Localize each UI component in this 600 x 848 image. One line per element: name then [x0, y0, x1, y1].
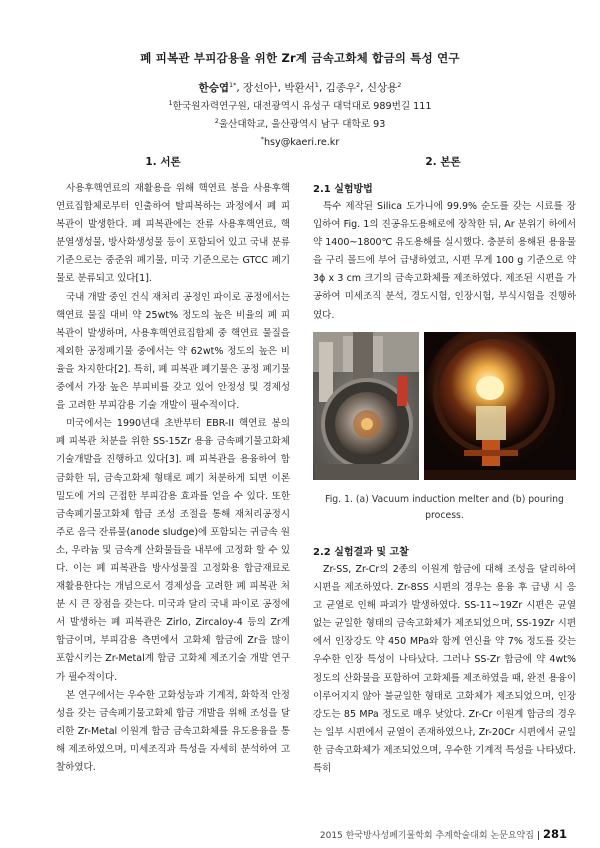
- author-separator: ,: [277, 82, 285, 94]
- section-heading-introduction: 1. 서론: [145, 156, 181, 168]
- author-first-sup: 1*: [228, 81, 237, 89]
- email-sup: *: [260, 135, 264, 143]
- footer-separator: |: [536, 831, 541, 841]
- subsection-heading-results: 2.2 실험결과 및 고찰: [313, 547, 409, 558]
- paragraph: 특수 제작된 Silica 도가니에 99.9% 순도를 갖는 시료를 장입하여 Fig. 1의 진공유도용해로에 장착한 뒤, Ar 분위기 하에서 약 1400~1800℃ 유도용해를 실시했다. 충분히 용해된 용융물을 구리 몰드에 부어 급냉하였고, 시편 무게 100 g 기준으로 약 3ϕ x 3 cm 크기의 금속고화체를 제조하였다. 제조된 시편을 가공하여 미세조직 분석, 경도시험, 인장시험, 부식시험을 진행하였다.: [313, 201, 576, 321]
- left-column-body: [56, 180, 290, 777]
- figure-photo-vacuum-induction-melter: [313, 332, 419, 480]
- figure-1: [313, 332, 576, 480]
- author-line: [0, 80, 600, 95]
- author-separator: ,: [236, 82, 244, 94]
- affiliation-text: 울산대학교, 울산광역시 남구 대학로 93: [218, 119, 386, 130]
- author-name: 박환서: [284, 82, 315, 94]
- results-body: [313, 561, 576, 778]
- paper-title: 폐 피복관 부피감용을 위한 Zr계 금속고화체 합금의 특성 연구: [140, 51, 460, 65]
- author-separator: ,: [360, 82, 367, 94]
- figure-photo-pouring-process: [424, 332, 576, 480]
- author-name: 신상용: [366, 82, 398, 94]
- author-separator: ,: [318, 82, 326, 94]
- author-sup: 1: [273, 81, 278, 89]
- page-footer: [0, 827, 567, 841]
- affiliation-2: [0, 116, 600, 134]
- author-sup: 2: [356, 81, 361, 89]
- email-text: hsy@kaeri.re.kr: [263, 137, 340, 148]
- paragraph: Zr-SS, Zr-Cr의 2종의 이원계 합금에 대해 조성을 달리하여 시편을 제조하였다. Zr-8SS 시편의 경우는 용융 후 급냉 시 응고 균열로 인해 파괴가 발생하였다. SS-11~19Zr 시편은 균열없는 균일한 형태의 금속고화체가 제조되었으며, SS-19Zr 시편에서 인장강도 약 450 MPa와 함께 연신율 약 7% 정도를 갖는 우수한 인장 특성이 나타났다. 그러나 SS-Zr 합금에 약 4wt% 정도의 산화물을 포함하여 고화체를 제조하였을 때, 완전 용융이 이루어지지 않아 불균일한 형태로 고화체가 제조되었으며, 인장강도는 85 MPa 정도로 매우 낮았다. Zr-Cr 이원계 합금의 경우는 일부 시편에서 균열이 존재하였으나, Zr-20Cr 시편에서 균일한 금속고화체가 제조되었으며, 우수한 기계적 특성을 나타냈다. 특히: [313, 564, 576, 775]
- subsection-heading-methods: 2.1 실험방법: [313, 184, 373, 195]
- affiliation-sup: 2: [214, 117, 219, 125]
- footer-proceedings: 2015 한국방사성폐기물학회 추계학술대회 논문요약집: [319, 831, 534, 841]
- page-number: 281: [542, 827, 567, 841]
- figure-1-caption: Fig. 1. (a) Vacuum induction melter and (b) pouring process.: [325, 494, 564, 521]
- author-sup: 1: [314, 81, 319, 89]
- paragraph: 본 연구에서는 우수한 고화성능과 기계적, 화학적 안정성을 갖는 금속폐기물고화체 합금 개발을 위해 조성을 달리한 Zr-Metal 이원계 합금 금속고화체를 유도용융을 통해 제조하였으며, 미세조직과 특성을 자세히 분석하여 고찰하였다.: [56, 689, 290, 773]
- paragraph: 국내 개발 중인 건식 재처리 공정인 파이로 공정에서는 핵연료 물질 대비 약 25wt% 정도의 높은 비율의 폐 피복관이 발생하며, 사용후핵연료집합체 중 핵연료 물질을 제외한 공정폐기물 중에서는 약 62wt% 정도의 높은 비율을 차지한다[2]. 특히, 폐 피복관 폐기물은 공정 폐기물 중에서 가장 높은 부피비를 갖고 있어 안정성 및 경제성을 고려한 부피감용 기술 개발이 필수적이다.: [56, 291, 290, 412]
- section-heading-body: 2. 본론: [425, 156, 461, 168]
- author-name: 장선아: [243, 82, 274, 94]
- paragraph: 사용후핵연료의 재활용을 위해 핵연료 봉을 사용후핵연료집합체로부터 인출하여 탈피복하는 과정에서 폐 피복관이 발생한다. 폐 피복관에는 잔류 사용후핵연료, 핵분열생성물, 방사화생성물 등이 포함되어 있고 국내 분류기준으로는 중준위 폐기물, 미국 기준으로는 GTCC 폐기물로 분류되고 있다[1].: [56, 183, 290, 285]
- affiliation-sup: 1: [168, 99, 173, 107]
- author-name: 김종우: [325, 82, 357, 94]
- author-first: 한승엽: [198, 82, 229, 94]
- paragraph: 미국에서는 1990년대 초반부터 EBR-II 핵연료 봉의 폐 피복관 처분을 위한 SS-15Zr 용융 금속폐기물고화체 기술개발을 진행하고 있다[3]. 폐 피복관을 용융하여 합금화한 뒤, 금속고화체 형태로 폐기 처분하게 되면 이론 밀도에 거의 근접한 부피감용 효과를 얻을 수 있다. 또한 금속폐기물고화체 합금 조성 조절을 통해 재처리공정시 주로 음극 잔류물(anode sludge)에 포함되는 귀금속 원소, 우라늄 및 금속계 산화물들을 내부에 고정화 할 수 있다. 이는 폐 피복관을 방사성물질 고정화용 합금재료로 재활용한다는 개념으로서 경제성을 고려한 폐 피복관 처분 시 큰 장점을 갖는다. 미국과 달리 국내 파이로 공정에서 발생하는 폐 피복관은 Zirlo, Zircaloy-4 등의 Zr계 합금이며, 부피감용 측면에서 고화체 합금에 Zr을 많이 포함시키는 Zr-Metal계 합금 고화체 제조기술 개발 연구가 필수적이다.: [56, 418, 290, 683]
- affiliation-1: [0, 98, 600, 116]
- corresponding-email: [0, 134, 600, 152]
- author-sup: 2: [397, 81, 402, 89]
- methods-body: [313, 198, 576, 325]
- affiliation-text: 한국원자력연구원, 대전광역시 유성구 대덕대로 989번길 111: [172, 101, 432, 112]
